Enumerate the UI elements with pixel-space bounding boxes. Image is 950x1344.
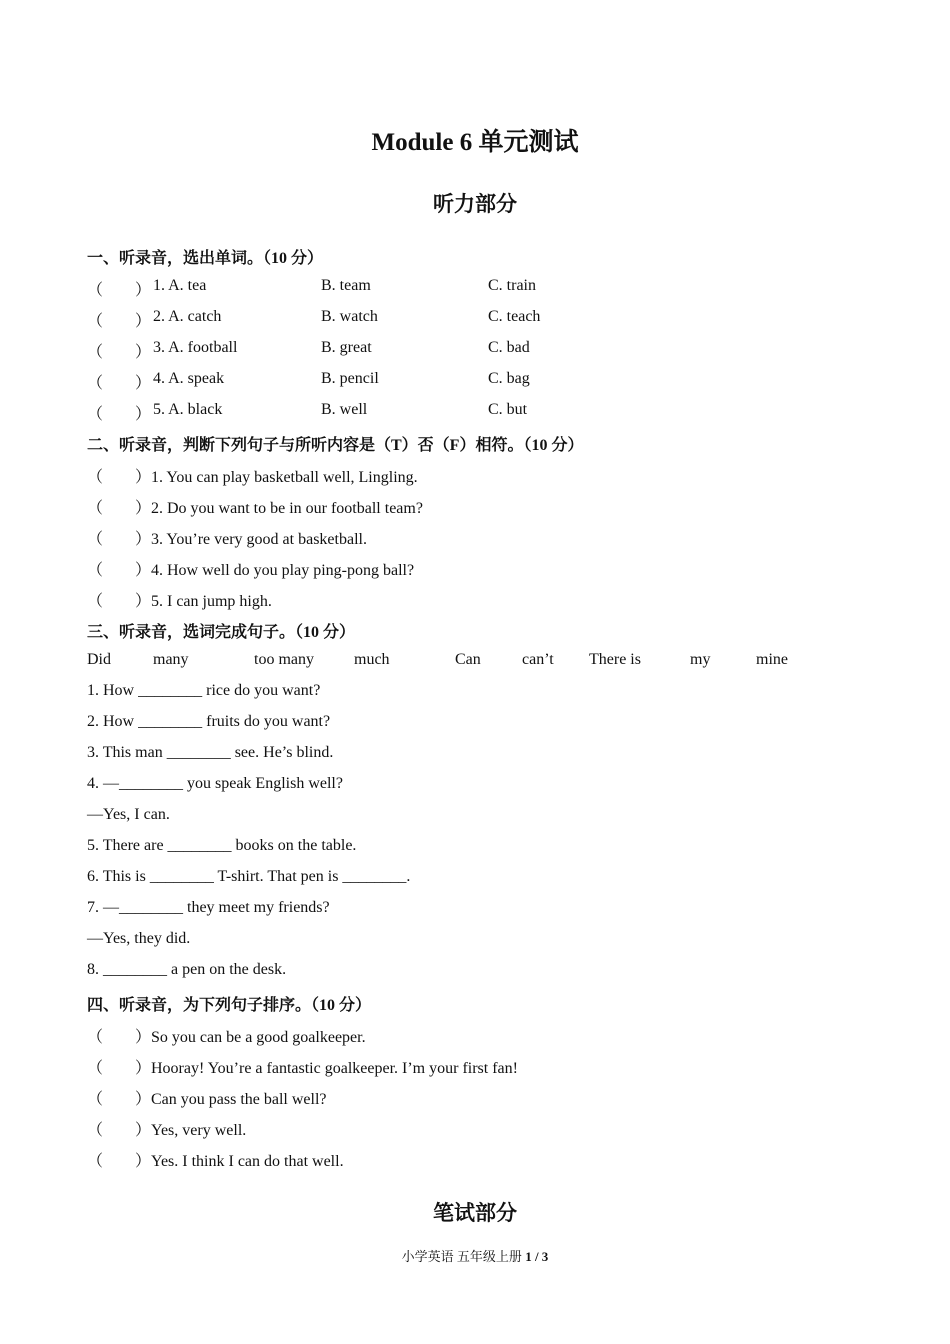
word-bank-item: too many (254, 651, 314, 668)
answer-paren[interactable]: （ ） (87, 593, 152, 610)
answer-paren[interactable]: （ ） (87, 406, 152, 423)
s3-line-5: —Yes, I can. (87, 806, 170, 823)
option-b: B. well (321, 401, 368, 418)
answer-paren[interactable]: （ ） (87, 500, 152, 517)
s1-item-4 (87, 370, 530, 393)
sentence-text: Yes. I think I can do that well. (151, 1153, 344, 1170)
statement-text: 1. You can play basketball well, Lingling. (151, 469, 418, 486)
word-bank-item: can’t (522, 651, 554, 668)
word-bank-item: There is (589, 651, 641, 668)
s3-line-10: 8. ________ a pen on the desk. (87, 961, 287, 978)
option-b: B. pencil (321, 370, 379, 387)
statement-text: 5. I can jump high. (151, 593, 272, 610)
s3-line-7: 6. This is ________ T-shirt. That pen is ________. (87, 868, 411, 885)
s3-line-3: 3. This man ________ see. He’s blind. (87, 744, 334, 761)
s2-item-2 (87, 495, 423, 518)
listening-section-title: 听力部分 (433, 192, 517, 216)
page-number: 1 / 3 (525, 1249, 549, 1264)
option-a: 1. A. tea (153, 277, 207, 294)
word-bank-item: many (153, 651, 189, 668)
statement-text: 3. You’re very good at basketball. (151, 531, 367, 548)
section4-heading: 四、听录音，为下列句子排序。（10 分） (87, 997, 372, 1014)
answer-paren[interactable]: （ ） (87, 375, 152, 392)
answer-paren[interactable]: （ ） (87, 1029, 152, 1046)
s4-item-2 (87, 1055, 518, 1078)
option-c: C. bad (488, 339, 530, 356)
option-c: C. train (488, 277, 536, 294)
option-b: B. great (321, 339, 372, 356)
sentence-text: Hooray! You’re a fantastic goalkeeper. I’m your first fan! (151, 1060, 518, 1077)
option-a: 2. A. catch (153, 308, 222, 325)
option-a: 4. A. speak (153, 370, 225, 387)
s4-item-4 (87, 1117, 246, 1140)
option-a: 3. A. football (153, 339, 238, 356)
sentence-text: So you can be a good goalkeeper. (151, 1029, 366, 1046)
option-c: C. teach (488, 308, 541, 325)
s2-item-1 (87, 464, 418, 487)
answer-paren[interactable]: （ ） (87, 1060, 152, 1077)
s4-item-5 (87, 1148, 344, 1171)
answer-paren[interactable]: （ ） (87, 469, 152, 486)
section1-heading: 一、听录音，选出单词。（10 分） (87, 250, 324, 267)
s3-line-1: 1. How ________ rice do you want? (87, 682, 321, 699)
answer-paren[interactable]: （ ） (87, 562, 152, 579)
s3-line-9: —Yes, they did. (87, 930, 191, 947)
writing-section-title: 笔试部分 (433, 1201, 517, 1225)
word-bank-item: Can (455, 651, 481, 668)
answer-paren[interactable]: （ ） (87, 1091, 152, 1108)
option-a: 5. A. black (153, 401, 223, 418)
s1-item-3 (87, 339, 530, 362)
option-c: C. but (488, 401, 528, 418)
word-bank-item: Did (87, 651, 111, 668)
s2-item-4 (87, 557, 414, 580)
page-title: Module 6 单元测试 (371, 129, 579, 156)
s4-item-1 (87, 1024, 366, 1047)
option-c: C. bag (488, 370, 530, 387)
answer-paren[interactable]: （ ） (87, 344, 152, 361)
answer-paren[interactable]: （ ） (87, 1122, 152, 1139)
section2-heading: 二、听录音，判断下列句子与所听内容是（T）否（F）相符。（10 分） (87, 437, 584, 454)
answer-paren[interactable]: （ ） (87, 313, 152, 330)
word-bank-item: much (354, 651, 390, 668)
option-b: B. team (321, 277, 371, 294)
word-bank-item: mine (756, 651, 788, 668)
s2-item-5 (87, 588, 272, 611)
footer-label: 小学英语 五年级上册 (401, 1249, 522, 1264)
statement-text: 4. How well do you play ping-pong ball? (151, 562, 415, 579)
page-footer (0, 1246, 950, 1265)
answer-paren[interactable]: （ ） (87, 282, 152, 299)
s3-line-2: 2. How ________ fruits do you want? (87, 713, 331, 730)
s1-item-5 (87, 401, 528, 424)
word-bank-item: my (690, 651, 711, 668)
s1-item-2 (87, 308, 541, 331)
answer-paren[interactable]: （ ） (87, 1153, 152, 1170)
section3-heading: 三、听录音，选词完成句子。（10 分） (87, 624, 356, 641)
statement-text: 2. Do you want to be in our football team? (151, 500, 423, 517)
s3-line-8: 7. —________ they meet my friends? (87, 899, 330, 916)
answer-paren[interactable]: （ ） (87, 531, 152, 548)
s2-item-3 (87, 526, 367, 549)
sentence-text: Yes, very well. (151, 1122, 247, 1139)
sentence-text: Can you pass the ball well? (151, 1091, 327, 1108)
s3-line-4: 4. —________ you speak English well? (87, 775, 343, 792)
s4-item-3 (87, 1086, 327, 1109)
s3-line-6: 5. There are ________ books on the table. (87, 837, 357, 854)
s1-item-1 (87, 277, 536, 300)
option-b: B. watch (321, 308, 378, 325)
